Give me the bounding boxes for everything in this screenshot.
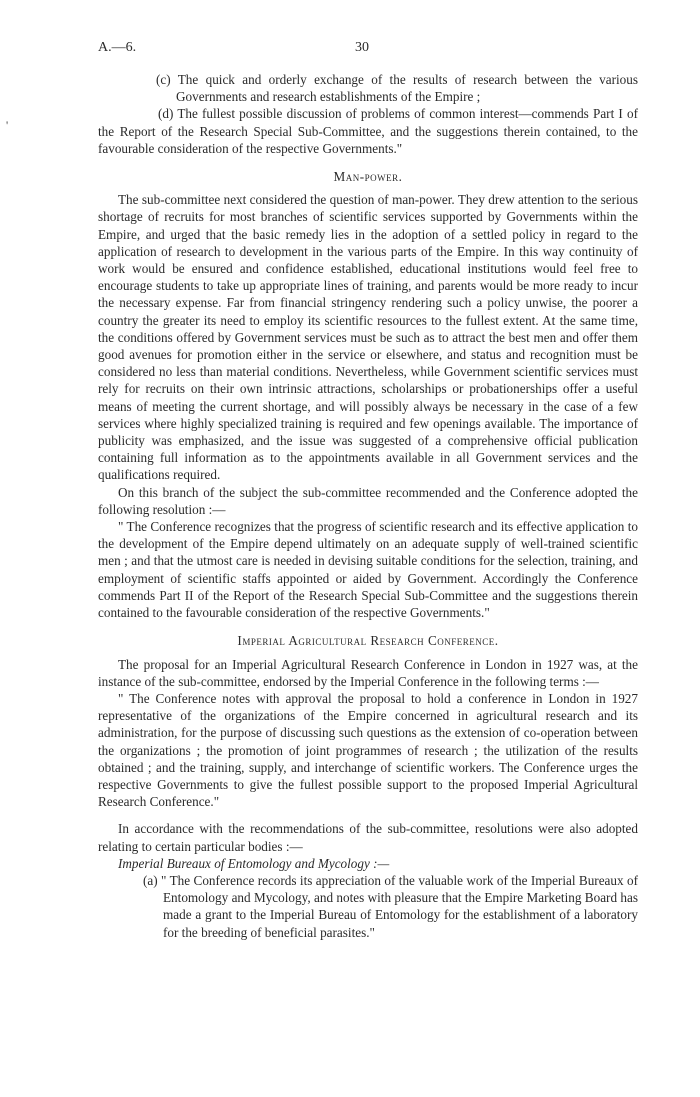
manpower-resolution: " The Conference recognizes that the progress of scientific research and its effective application to the development of the Empire depend ultimately on an adequate supply of well-trained scientific men ; and that the utmost care is needed in devising suitable conditions for the selection, training, and employment of scientific staffs appointed or aided by Government. Accordingly the Conference commends Part II of the Report of the Research Special Sub-Committee and the suggestions therein contained to the favourable consideration of the respective Governments." (98, 519, 638, 621)
page-number: 30 (355, 40, 369, 55)
accordance-paragraph: In accordance with the recommendations of the sub-committee, resolutions were also adopted relating to certain particular bodies :— (98, 821, 638, 854)
clause-d: (d) The fullest possible discussion of problems of common interest—commends Part I of the Report of the Research Special Sub-Committee, and the suggestions therein contained, to the favourable consideration of the respective Governments." (98, 106, 638, 156)
page-header (98, 40, 638, 60)
clause-c: (c) The quick and orderly exchange of the results of research between the various Governments and research establishments of the Empire ; (156, 72, 638, 105)
heading-agricultural-research: Imperial Agricultural Research Conference. (237, 633, 499, 649)
heading-man-power: Man-power. (333, 169, 403, 185)
document-reference: A.—6. (98, 40, 137, 55)
clause-a: (a) " The Conference records its appreciation of the valuable work of the Imperial Bureaux of Entomology and Mycology, and notes with pleasure that the Empire Marketing Board has made a grant to the Imperial Bureau of Entomology for the establishment of a laboratory for the breeding of beneficial parasites." (143, 872, 638, 940)
margin-mark: ' (6, 118, 9, 132)
agricultural-resolution: " The Conference notes with approval the proposal to hold a conference in London in 1927 representative of the organizations of the Empire concerned in agricultural research and its administration, for the purpose of discussing such questions as the extension of co-operation between the organizations ; the promotion of joint programmes of research ; the utilization of the results obtained ; and the training, supply, and interchange of scientific workers. The Conference urges the respective Governments to give the fullest possible support to the proposed Imperial Agricultural Research Conference." (98, 690, 638, 810)
agricultural-proposal: The proposal for an Imperial Agricultural Research Conference in London in 1927 was, at the instance of the sub-committee, endorsed by the Imperial Conference in the following terms :— (98, 656, 638, 689)
manpower-paragraph: The sub-committee next considered the question of man-power. They drew attention to the serious shortage of recruits for most branches of scientific services supported by Governments within the Empire, and urged that the basic remedy lies in the adoption of a settled policy in regard to the application of research to development in the various parts of the Empire. In this way continuity of work would be ensured and confidence established, educational institutions would feel free to encourage students to take up appropriate lines of training, and parents would be more ready to incur the necessary expense. Far from financial stringency rendering such a policy unwise, the poorer a country the greater its need to employ its scientific resources to the fullest extent. At the same time, the conditions offered by Government services must be such as to attract the best men and offer them good avenues for promotion either in the service or elsewhere, and status and recognition must be considered no less than material conditions. Nevertheless, while Government scientific services must rely for recruits on their own intrinsic attractions, scholarships or probationerships offer a useful means of meeting the current shortage, and will possibly always be necessary in the case of a few services where highly specialized training is required and few openings available. The importance of publicity was emphasized, and the issue was suggested of a comprehensive official publication containing full information as to the appointments available in all Government services and the qualifications required. (98, 192, 638, 483)
manpower-recommendation: On this branch of the subject the sub-committee recommended and the Conference adopted the following resolution :— (98, 484, 638, 517)
page-body (98, 71, 638, 941)
bureaux-subheading: Imperial Bureaux of Entomology and Mycology :— (118, 855, 390, 871)
